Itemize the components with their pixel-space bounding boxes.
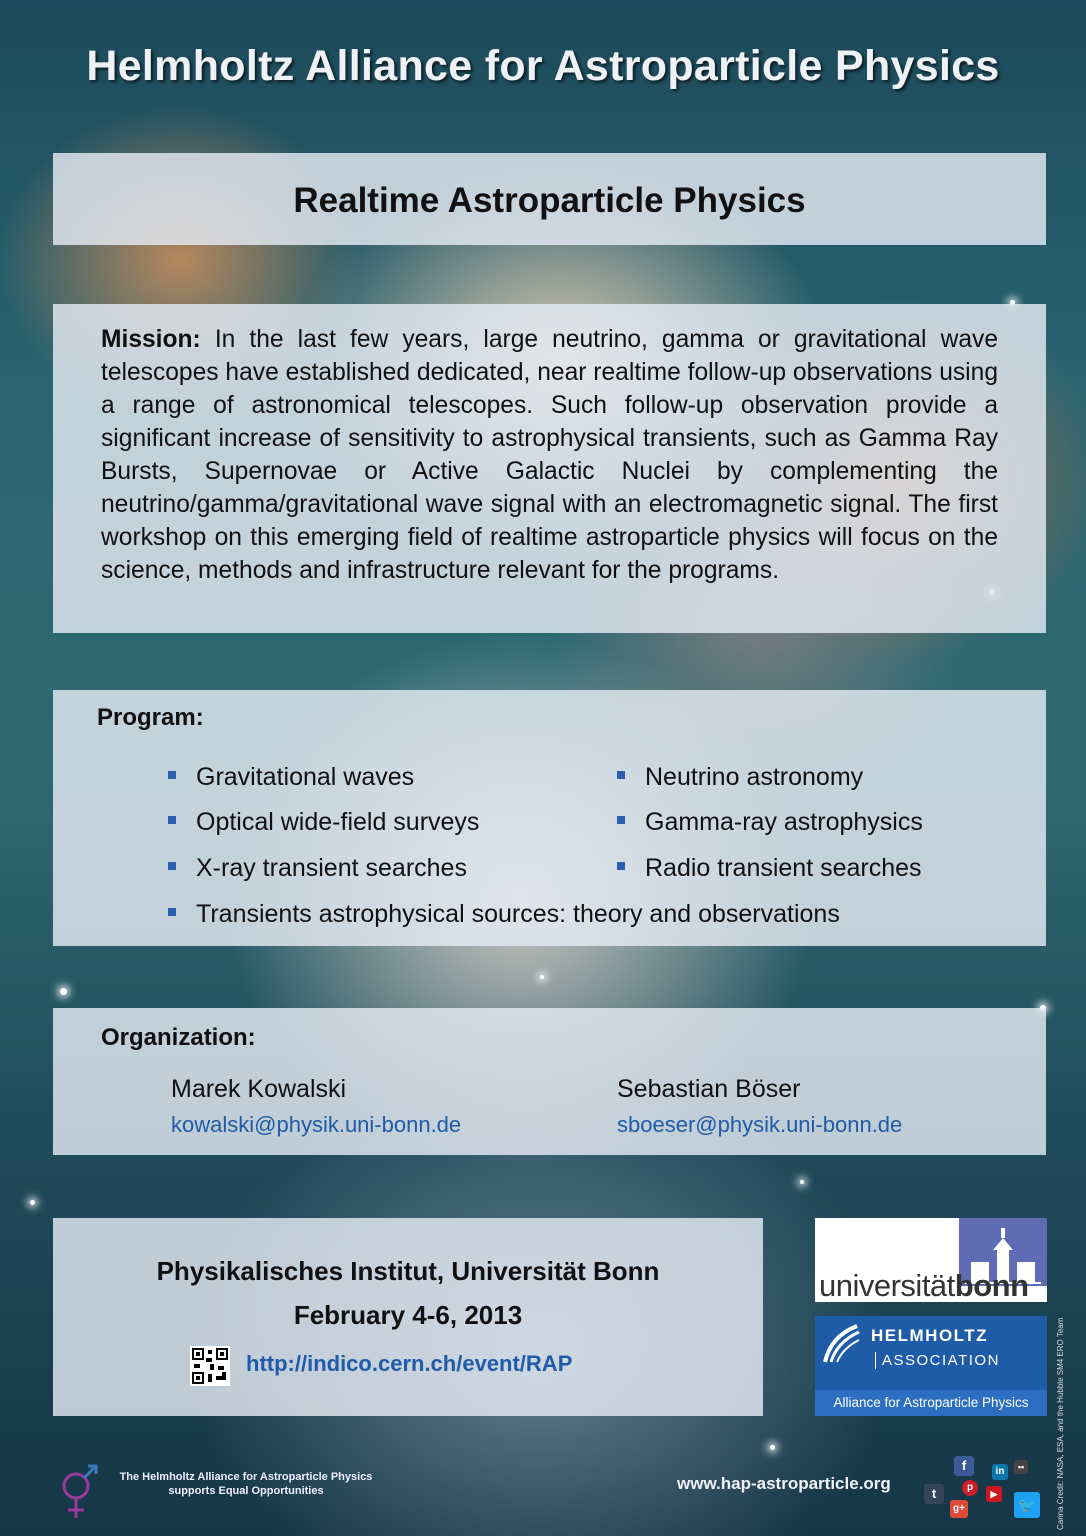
helmholtz-logo bbox=[815, 1316, 1047, 1416]
organizer-name: Sebastian Böser bbox=[617, 1075, 801, 1103]
bullet-icon bbox=[617, 816, 625, 824]
subtitle-panel bbox=[53, 153, 1046, 245]
university-bonn-logo bbox=[815, 1218, 1047, 1302]
bullet-icon bbox=[168, 816, 176, 824]
program-item: X-ray transient searches bbox=[168, 854, 467, 883]
bonn-wordmark: universitätbonn bbox=[819, 1268, 1029, 1303]
poster-title: Helmholtz Alliance for Astroparticle Physics bbox=[86, 42, 1000, 90]
venue-place: Physikalisches Institut, Universität Bonn bbox=[156, 1256, 660, 1286]
mission-text: In the last few years, large neutrino, gamma or gravitational wave telescopes have established dedicated, near realtime follow-up observations using a range of astronomical telescopes. Such follow-up observation provide a significant increase of sensitivity to astrophysical transients, such as Gamma Ray Bursts, Supernovae or Active Galactic Nuclei by complementing the neutrino/gamma/gravitational wave signal with an electromagnetic signal. The first workshop on this emerging field of realtime astroparticle physics will focus on the science, methods and infrastructure relevant for the programs. bbox=[101, 326, 998, 584]
organizer-email-link[interactable]: kowalski@physik.uni-bonn.de bbox=[171, 1112, 462, 1137]
workshop-title: Realtime Astroparticle Physics bbox=[293, 181, 806, 220]
bullet-icon bbox=[617, 862, 625, 870]
star bbox=[770, 1445, 775, 1450]
program-item: Transients astrophysical sources: theory and observations bbox=[168, 900, 840, 929]
twitter-icon[interactable]: 🐦 bbox=[1014, 1492, 1040, 1518]
googleplus-icon[interactable]: g+ bbox=[950, 1500, 968, 1518]
program-item: Neutrino astronomy bbox=[617, 763, 863, 792]
program-panel bbox=[53, 690, 1046, 946]
program-item: Gamma-ray astrophysics bbox=[617, 808, 923, 837]
qr-code-icon bbox=[190, 1346, 230, 1386]
tumblr-icon[interactable]: t bbox=[924, 1484, 944, 1504]
website-link[interactable]: www.hap-astroparticle.org bbox=[677, 1474, 891, 1493]
helmholtz-alliance: Alliance for Astroparticle Physics bbox=[815, 1390, 1047, 1416]
star bbox=[540, 975, 544, 979]
helmholtz-name: HELMHOLTZ bbox=[871, 1326, 989, 1345]
program-item: Optical wide-field surveys bbox=[168, 808, 479, 837]
program-heading: Program: bbox=[97, 704, 204, 731]
bullet-icon bbox=[617, 771, 625, 779]
event-url-link[interactable]: http://indico.cern.ch/event/RAP bbox=[246, 1351, 573, 1376]
organization-heading: Organization: bbox=[101, 1024, 256, 1051]
organization-panel bbox=[53, 1008, 1046, 1155]
helmholtz-association: ASSOCIATION bbox=[875, 1352, 1000, 1369]
organizer-email-link[interactable]: sboeser@physik.uni-bonn.de bbox=[617, 1112, 903, 1137]
venue-date: February 4-6, 2013 bbox=[293, 1300, 523, 1330]
equal-opportunities-text: The Helmholtz Alliance for Astroparticle Physics supports Equal Opportunities bbox=[119, 1471, 373, 1497]
image-credit: Carina Credit: NASA, ESA, and the Hubble SM4 ERO Team bbox=[1056, 1317, 1065, 1530]
star bbox=[60, 988, 67, 995]
mission-panel bbox=[53, 304, 1046, 633]
helmholtz-swoosh-icon bbox=[821, 1322, 861, 1366]
linkedin-icon[interactable]: in bbox=[992, 1464, 1008, 1480]
bullet-icon bbox=[168, 908, 176, 916]
youtube-icon[interactable]: ▶ bbox=[986, 1486, 1002, 1502]
pinterest-icon[interactable]: p bbox=[962, 1480, 978, 1496]
bullet-icon bbox=[168, 862, 176, 870]
star bbox=[800, 1180, 804, 1184]
program-item: Gravitational waves bbox=[168, 763, 414, 792]
bullet-icon bbox=[168, 771, 176, 779]
mission-paragraph bbox=[101, 323, 998, 587]
program-item: Radio transient searches bbox=[617, 854, 922, 883]
mission-label: Mission: bbox=[101, 326, 201, 353]
star bbox=[30, 1200, 35, 1205]
organizer-name: Marek Kowalski bbox=[171, 1075, 347, 1103]
flickr-icon[interactable]: •• bbox=[1014, 1460, 1028, 1474]
facebook-icon[interactable]: f bbox=[954, 1456, 974, 1476]
venue-panel bbox=[53, 1218, 763, 1416]
